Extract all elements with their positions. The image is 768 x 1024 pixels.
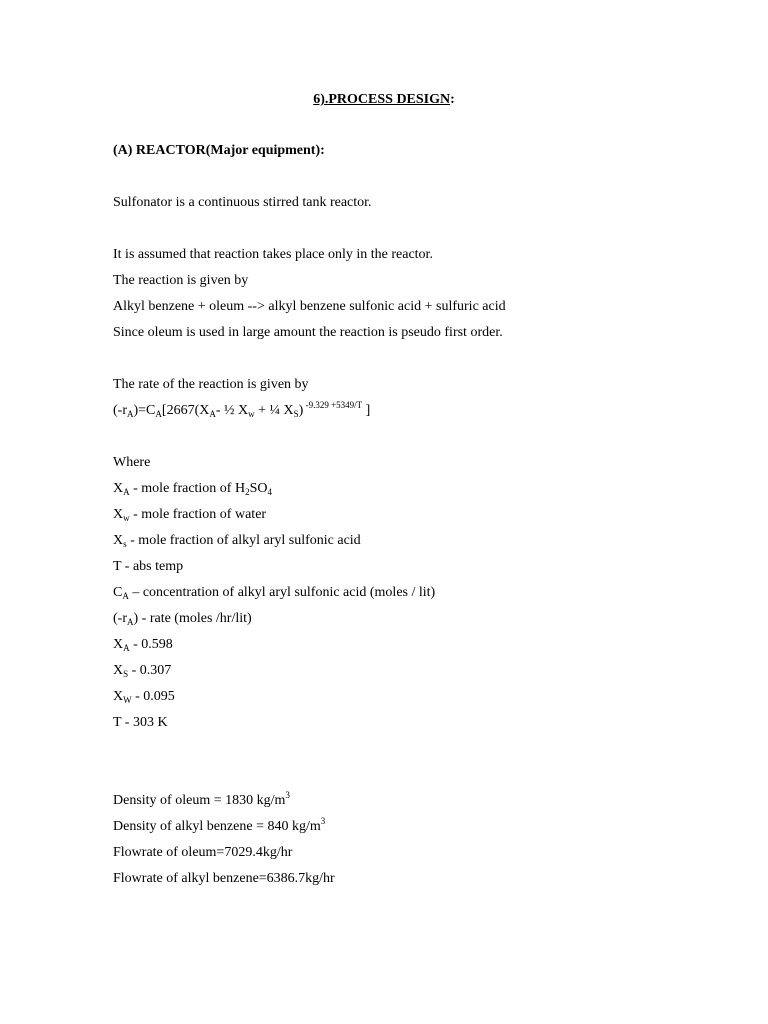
definition-xw xyxy=(113,506,266,524)
definition-text: - mole fraction of alkyl aryl sulfonic acid xyxy=(126,533,361,548)
property-text: Density of oleum = 1830 kg/m xyxy=(113,793,286,808)
rate-part: ] xyxy=(362,403,371,418)
rate-part: + ¼ X xyxy=(254,403,294,418)
symbol: C xyxy=(113,585,123,600)
pseudo-first-order-text: Since oleum is used in large amount the reaction is pseudo first order. xyxy=(113,325,503,340)
symbol-subscript: A xyxy=(123,487,130,497)
symbol: X xyxy=(113,507,124,522)
symbol: X xyxy=(113,689,124,704)
property-text: Density of alkyl benzene = 840 kg/m xyxy=(113,819,321,834)
oleum-flowrate: Flowrate of oleum=7029.4kg/hr xyxy=(113,845,293,860)
definition-text: – concentration of alkyl aryl sulfonic acid (moles / lit) xyxy=(128,585,436,600)
rate-given-text: The rate of the reaction is given by xyxy=(113,377,309,392)
assumption-text: It is assumed that reaction takes place only in the reactor. xyxy=(113,247,433,262)
symbol-subscript: S xyxy=(123,669,129,679)
rate-part: )=C xyxy=(133,403,156,418)
section-heading: (A) REACTOR(Major equipment): xyxy=(113,143,325,158)
benzene-flowrate: Flowrate of alkyl benzene=6386.7kg/hr xyxy=(113,871,335,886)
rate-part: - ½ X xyxy=(215,403,249,418)
where-label: Where xyxy=(113,455,151,470)
page-title-text: 6).PROCESS DESIGN xyxy=(313,92,451,107)
oleum-density xyxy=(113,792,290,810)
symbol: X xyxy=(113,533,124,548)
symbol-subscript: A xyxy=(122,591,129,601)
unit-superscript: 3 xyxy=(285,790,290,800)
page-title xyxy=(0,91,768,109)
reaction-equation: Alkyl benzene + oleum --> alkyl benzene sulfonic acid + sulfuric acid xyxy=(113,299,506,314)
reaction-given-text: The reaction is given by xyxy=(113,273,249,288)
value-xa xyxy=(113,636,173,654)
rate-expression xyxy=(113,402,370,420)
formula-subscript: 4 xyxy=(267,487,272,497)
definition-text: - mole fraction of H xyxy=(129,481,246,496)
symbol: X xyxy=(113,481,124,496)
definition-ca xyxy=(113,584,435,602)
benzene-density xyxy=(113,818,325,836)
page-title-colon: : xyxy=(450,92,455,107)
definition-text: (-r xyxy=(113,611,127,626)
symbol: X xyxy=(113,663,124,678)
definition-xa xyxy=(113,480,272,498)
rate-subscript: S xyxy=(293,409,299,419)
definition-xs xyxy=(113,532,361,550)
rate-subscript: A xyxy=(127,409,134,419)
rate-part: (-r xyxy=(113,403,127,418)
definition-text: ) - rate (moles /hr/lit) xyxy=(133,611,252,626)
definition-text: SO xyxy=(249,481,268,496)
value-text: - 0.095 xyxy=(131,689,175,704)
symbol: X xyxy=(113,637,124,652)
rate-subscript: A xyxy=(209,409,216,419)
rate-exponent: -9.329 +5349/T xyxy=(303,400,363,410)
definition-text: - mole fraction of water xyxy=(129,507,267,522)
symbol-subscript: A xyxy=(123,643,130,653)
symbol-subscript: w xyxy=(123,513,130,523)
rate-subscript: A xyxy=(155,409,162,419)
rate-subscript: w xyxy=(248,409,255,419)
intro-text: Sulfonator is a continuous stirred tank reactor. xyxy=(113,195,372,210)
symbol-subscript: A xyxy=(127,617,134,627)
symbol-subscript: W xyxy=(123,695,132,705)
value-text: - 0.307 xyxy=(128,663,172,678)
value-xw xyxy=(113,688,175,706)
definition-ra xyxy=(113,610,252,628)
unit-superscript: 3 xyxy=(320,816,326,826)
value-t: T - 303 K xyxy=(113,715,168,730)
rate-part: [2667(X xyxy=(161,403,210,418)
value-xs xyxy=(113,662,171,680)
value-text: - 0.598 xyxy=(129,637,173,652)
rate-part: ) xyxy=(298,403,304,418)
formula-subscript: 2 xyxy=(245,487,250,497)
symbol-subscript: s xyxy=(123,539,127,549)
definition-t: T - abs temp xyxy=(113,559,184,574)
